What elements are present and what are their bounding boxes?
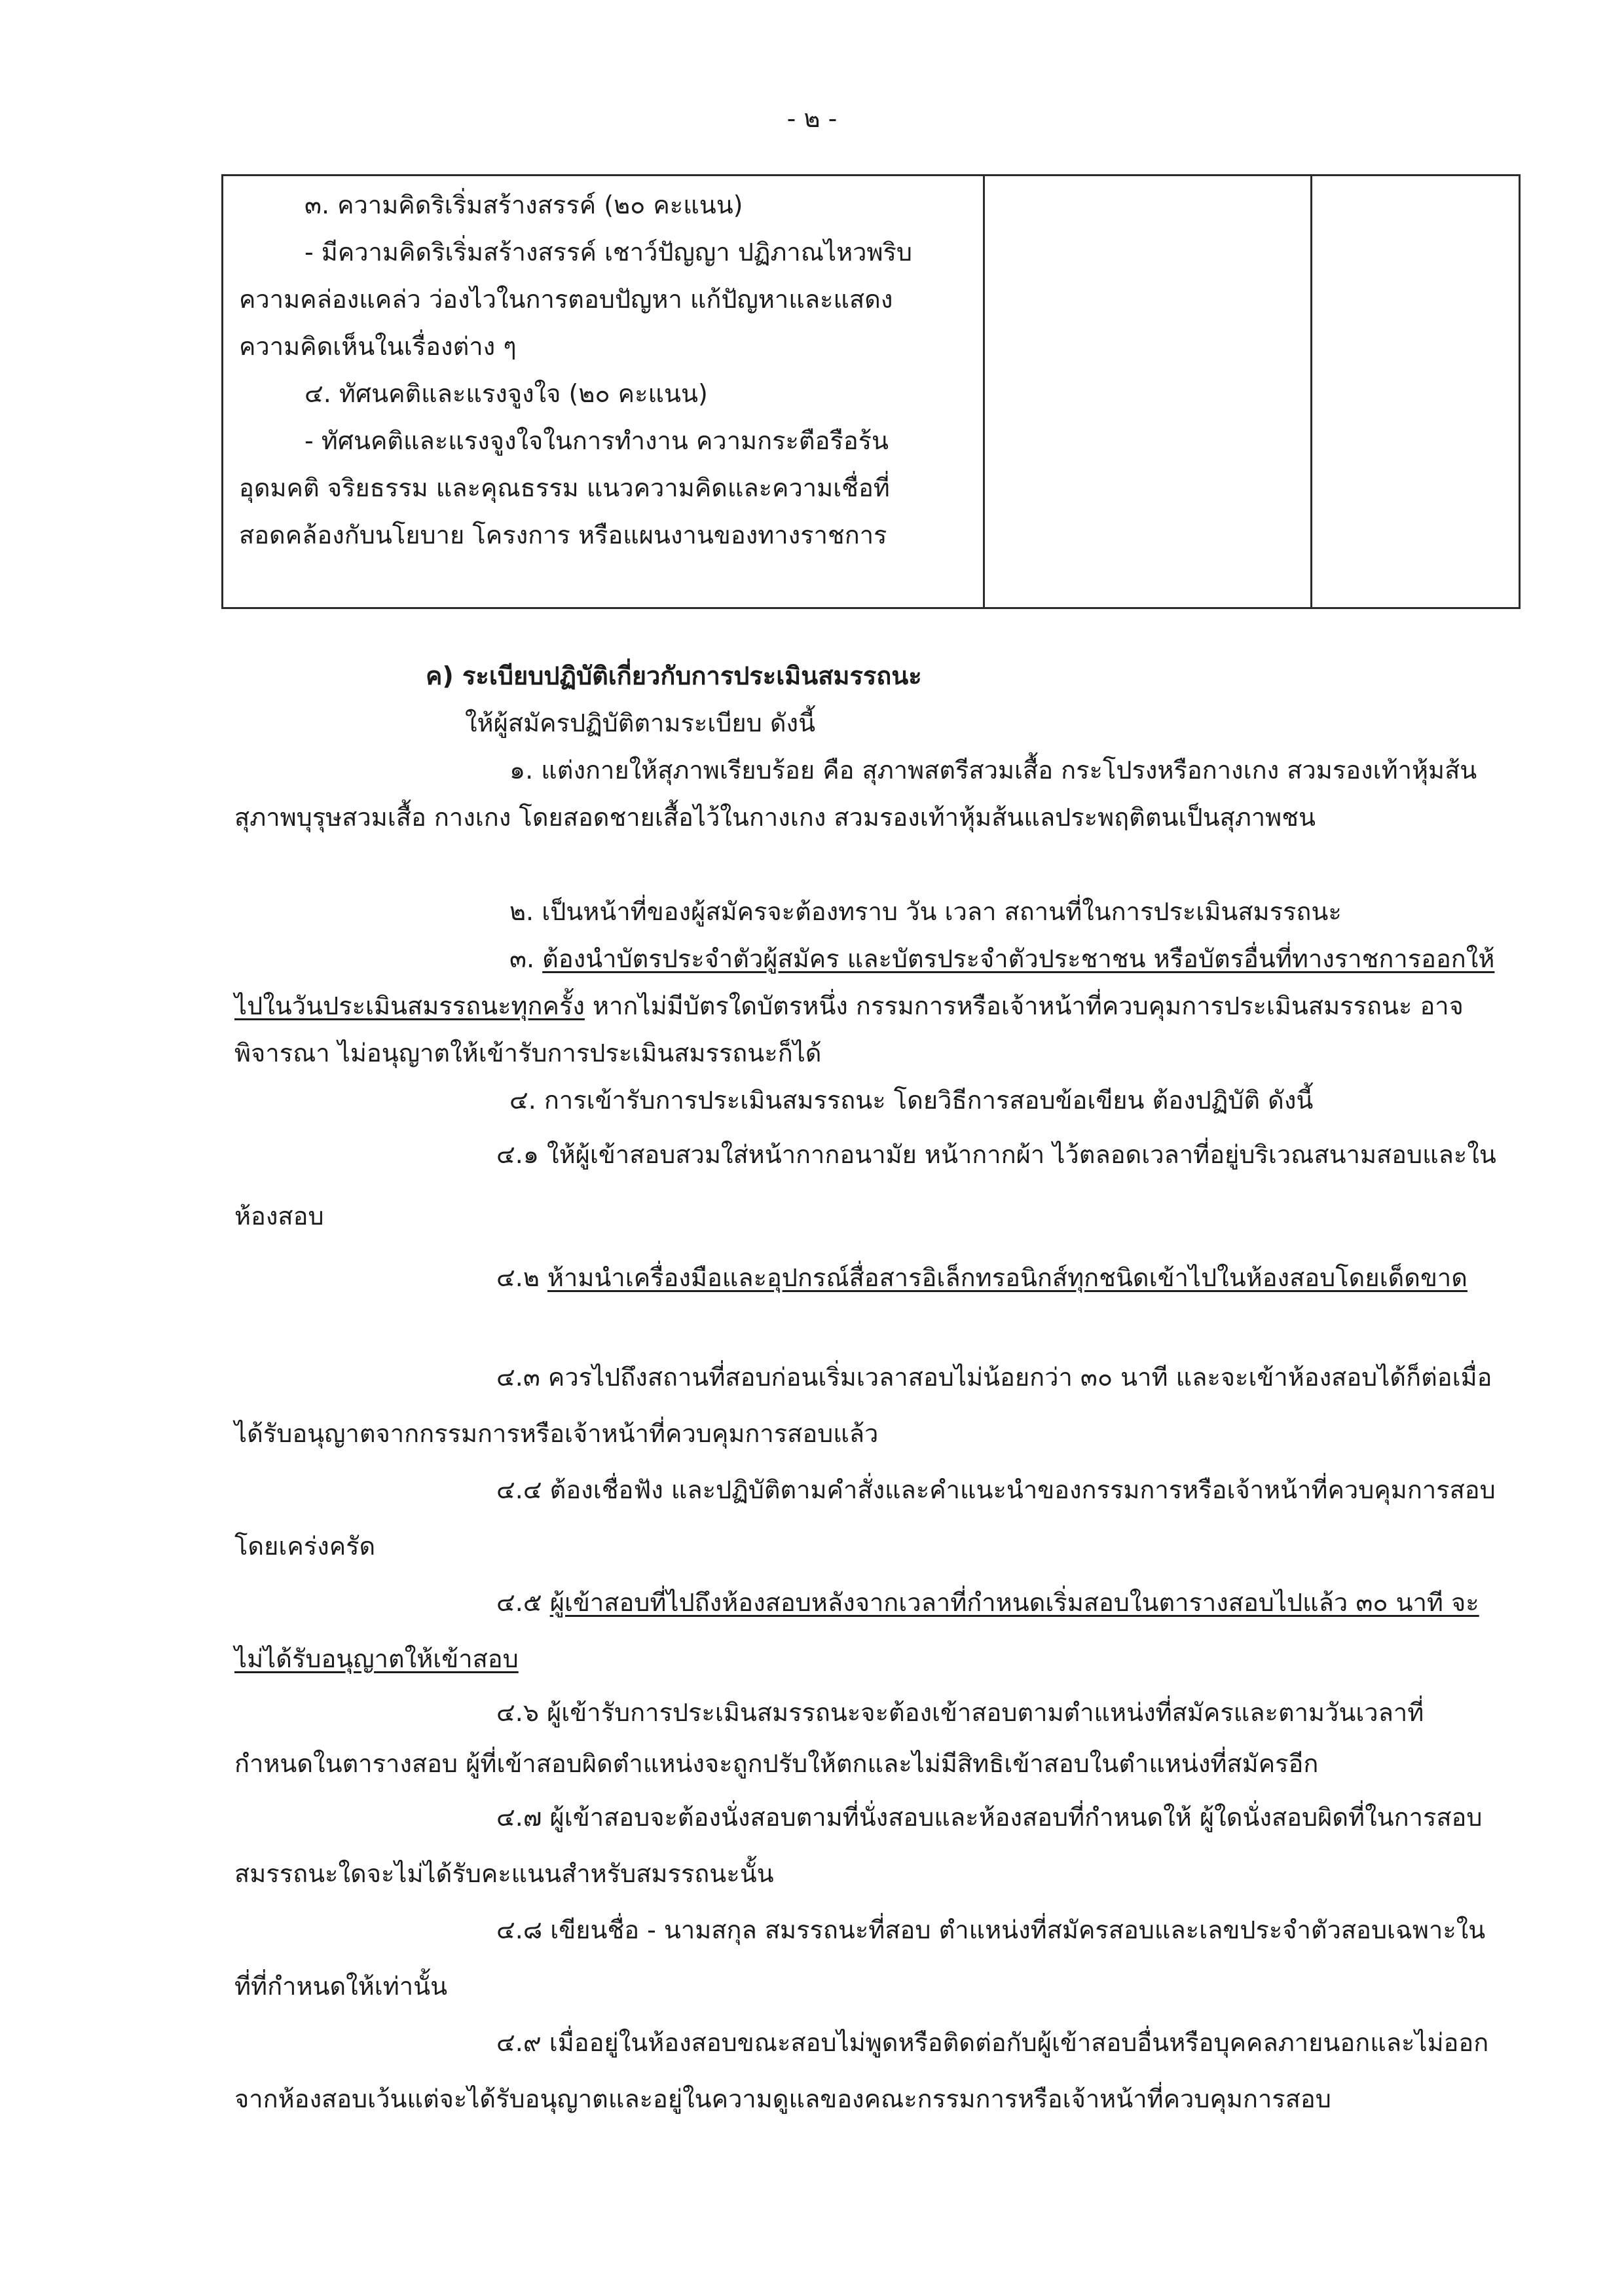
rule-item-4-4: ๔.๔ ต้องเชื่อฟัง และปฏิบัติตามคำสั่งและคำแนะนำของกรรมการหรือเจ้าหน้าที่ควบคุมการสอบโดยเคร่งครัด [234, 1475, 1496, 1561]
rule-item-4-1: ๔.๑ ให้ผู้เข้าสอบสวมใส่หน้ากากอนามัย หน้ากากผ้า ไว้ตลอดเวลาที่อยู่บริเวณสนามสอบและในห้องสอบ [234, 1140, 1496, 1231]
rule-item-4-5 [234, 1574, 1498, 1687]
rule-item-3-emphasis: ต้องนำบัตรประจำตัวผู้สมัคร และบัตรประจำตัวประชาชน หรือบัตรอื่นที่ทางราชการออกให้ไปในวันประเมินสมรรถนะทุกครั้ง [234, 944, 1495, 1020]
rule-item-4: ๔. การเข้ารับการประเมินสมรรถนะ โดยวิธีการสอบข้อเขียน ต้องปฏิบัติ ดังนี้ [509, 1086, 1314, 1115]
rule-item-4-5-emphasis: ผู้เข้าสอบที่ไปถึงห้องสอบหลังจากเวลาที่กำหนดเริ่มสอบในตารางสอบไปแล้ว ๓๐ นาที จะไม่ได้รับอนุญาตให้เข้าสอบ [234, 1588, 1479, 1673]
criteria-line: ความคิดเห็นในเรื่องต่าง ๆ [239, 332, 517, 361]
criteria-line: ๔. ทัศนคติและแรงจูงใจ (๒๐ คะแนน) [304, 379, 708, 408]
criteria-line: สอดคล้องกับนโยบาย โครงการ หรือแผนงานของทางราชการ [239, 521, 887, 549]
criteria-line: ๓. ความคิดริเริ่มสร้างสรรค์ (๒๐ คะแนน) [304, 191, 743, 219]
rule-item-1: ๑. แต่งกายให้สุภาพเรียบร้อย คือ สุภาพสตรีสวมเสื้อ กระโปรงหรือกางเกง สวมรองเท้าหุ้มส้น สุภาพบุรุษสวมเสื้อ กางเกง โดยสอดชายเสื้อไว้ในกางเกง สวมรองเท้าหุ้มส้นแลประพฤติตนเป็นสุภาพชน [234, 756, 1477, 832]
rule-item-4-3: ๔.๓ ควรไปถึงสถานที่สอบก่อนเริ่มเวลาสอบไม่น้อยกว่า ๓๐ นาที และจะเข้าห้องสอบได้ก็ต่อเมื่อได้รับอนุญาตจากกรรมการหรือเจ้าหน้าที่ควบคุมการสอบแล้ว [234, 1363, 1492, 1448]
table-column-divider [983, 176, 985, 607]
evaluation-criteria-table [221, 174, 1521, 609]
criteria-line: - ทัศนคติและแรงจูงใจในการทำงาน ความกระตือรือร้น [304, 426, 889, 455]
rule-item-3-text: หากไม่มีบัตรใดบัตรหนึ่ง กรรมการหรือเจ้าหน้าที่ควบคุมการประเมินสมรรถนะ อาจพิจารณา ไม่อนุญาตให้เข้ารับการประเมินสมรรถนะก็ได้ [234, 991, 1464, 1067]
rule-item-4-9: ๔.๙ เมื่ออยู่ในห้องสอบขณะสอบไม่พูดหรือติดต่อกับผู้เข้าสอบอื่นหรือบุคคลภายนอกและไม่ออกจากห้องสอบเว้นแต่จะได้รับอนุญาตและอยู่ในความดูแลของคณะกรรมการหรือเจ้าหน้าที่ควบคุมการสอบ [234, 2028, 1489, 2113]
table-column-divider [1310, 176, 1312, 607]
rule-item-4-2-emphasis: ห้ามนำเครื่องมือและอุปกรณ์สื่อสารอิเล็กทรอนิกส์ทุกชนิดเข้าไปในห้องสอบโดยเด็ดขาด [547, 1263, 1467, 1292]
rule-item-4-2-number: ๔.๒ [496, 1263, 547, 1292]
rule-item-4-6: ๔.๖ ผู้เข้ารับการประเมินสมรรถนะจะต้องเข้าสอบตามตำแหน่งที่สมัครและตามวันเวลาที่กำหนดในตารางสอบ ผู้ที่เข้าสอบผิดตำแหน่งจะถูกปรับให้ตกและไม่มีสิทธิเข้าสอบในตำแหน่งที่สมัครอีก [234, 1698, 1424, 1778]
rule-item-4-7: ๔.๗ ผู้เข้าสอบจะต้องนั่งสอบตามที่นั่งสอบและห้องสอบที่กำหนดให้ ผู้ใดนั่งสอบผิดที่ในการสอบสมรรถนะใดจะไม่ได้รับคะแนนสำหรับสมรรถนะนั้น [234, 1803, 1483, 1888]
section-heading: ค) ระเบียบปฏิบัติเกี่ยวกับการประเมินสมรรถนะ [426, 661, 922, 690]
page-number: - ๒ - [786, 104, 838, 133]
rule-item-2: ๒. เป็นหน้าที่ของผู้สมัครจะต้องทราบ วัน เวลา สถานที่ในการประเมินสมรรถนะ [509, 897, 1342, 926]
criteria-line: อุดมคติ จริยธรรม และคุณธรรม แนวความคิดและความเชื่อที่ [239, 473, 890, 502]
rule-item-3-number: ๓. [509, 944, 543, 973]
criteria-line: - มีความคิดริเริ่มสร้างสรรค์ เชาว์ปัญญา ปฏิภาณไหวพริบ [304, 238, 913, 267]
rule-item-3 [234, 935, 1498, 1077]
rule-item-4-2 [234, 1247, 1498, 1308]
rule-item-4-8: ๔.๘ เขียนชื่อ - นามสกุล สมรรถนะที่สอบ ตำแหน่งที่สมัครสอบและเลขประจำตัวสอบเฉพาะในที่ที่กำหนดให้เท่านั้น [234, 1916, 1486, 2001]
criteria-line: ความคล่องแคล่ว ว่องไวในการตอบปัญหา แก้ปัญหาและแสดง [239, 285, 893, 314]
rule-item-4-5-number: ๔.๕ [496, 1588, 550, 1617]
section-intro: ให้ผู้สมัครปฏิบัติตามระเบียบ ดังนี้ [465, 709, 816, 737]
